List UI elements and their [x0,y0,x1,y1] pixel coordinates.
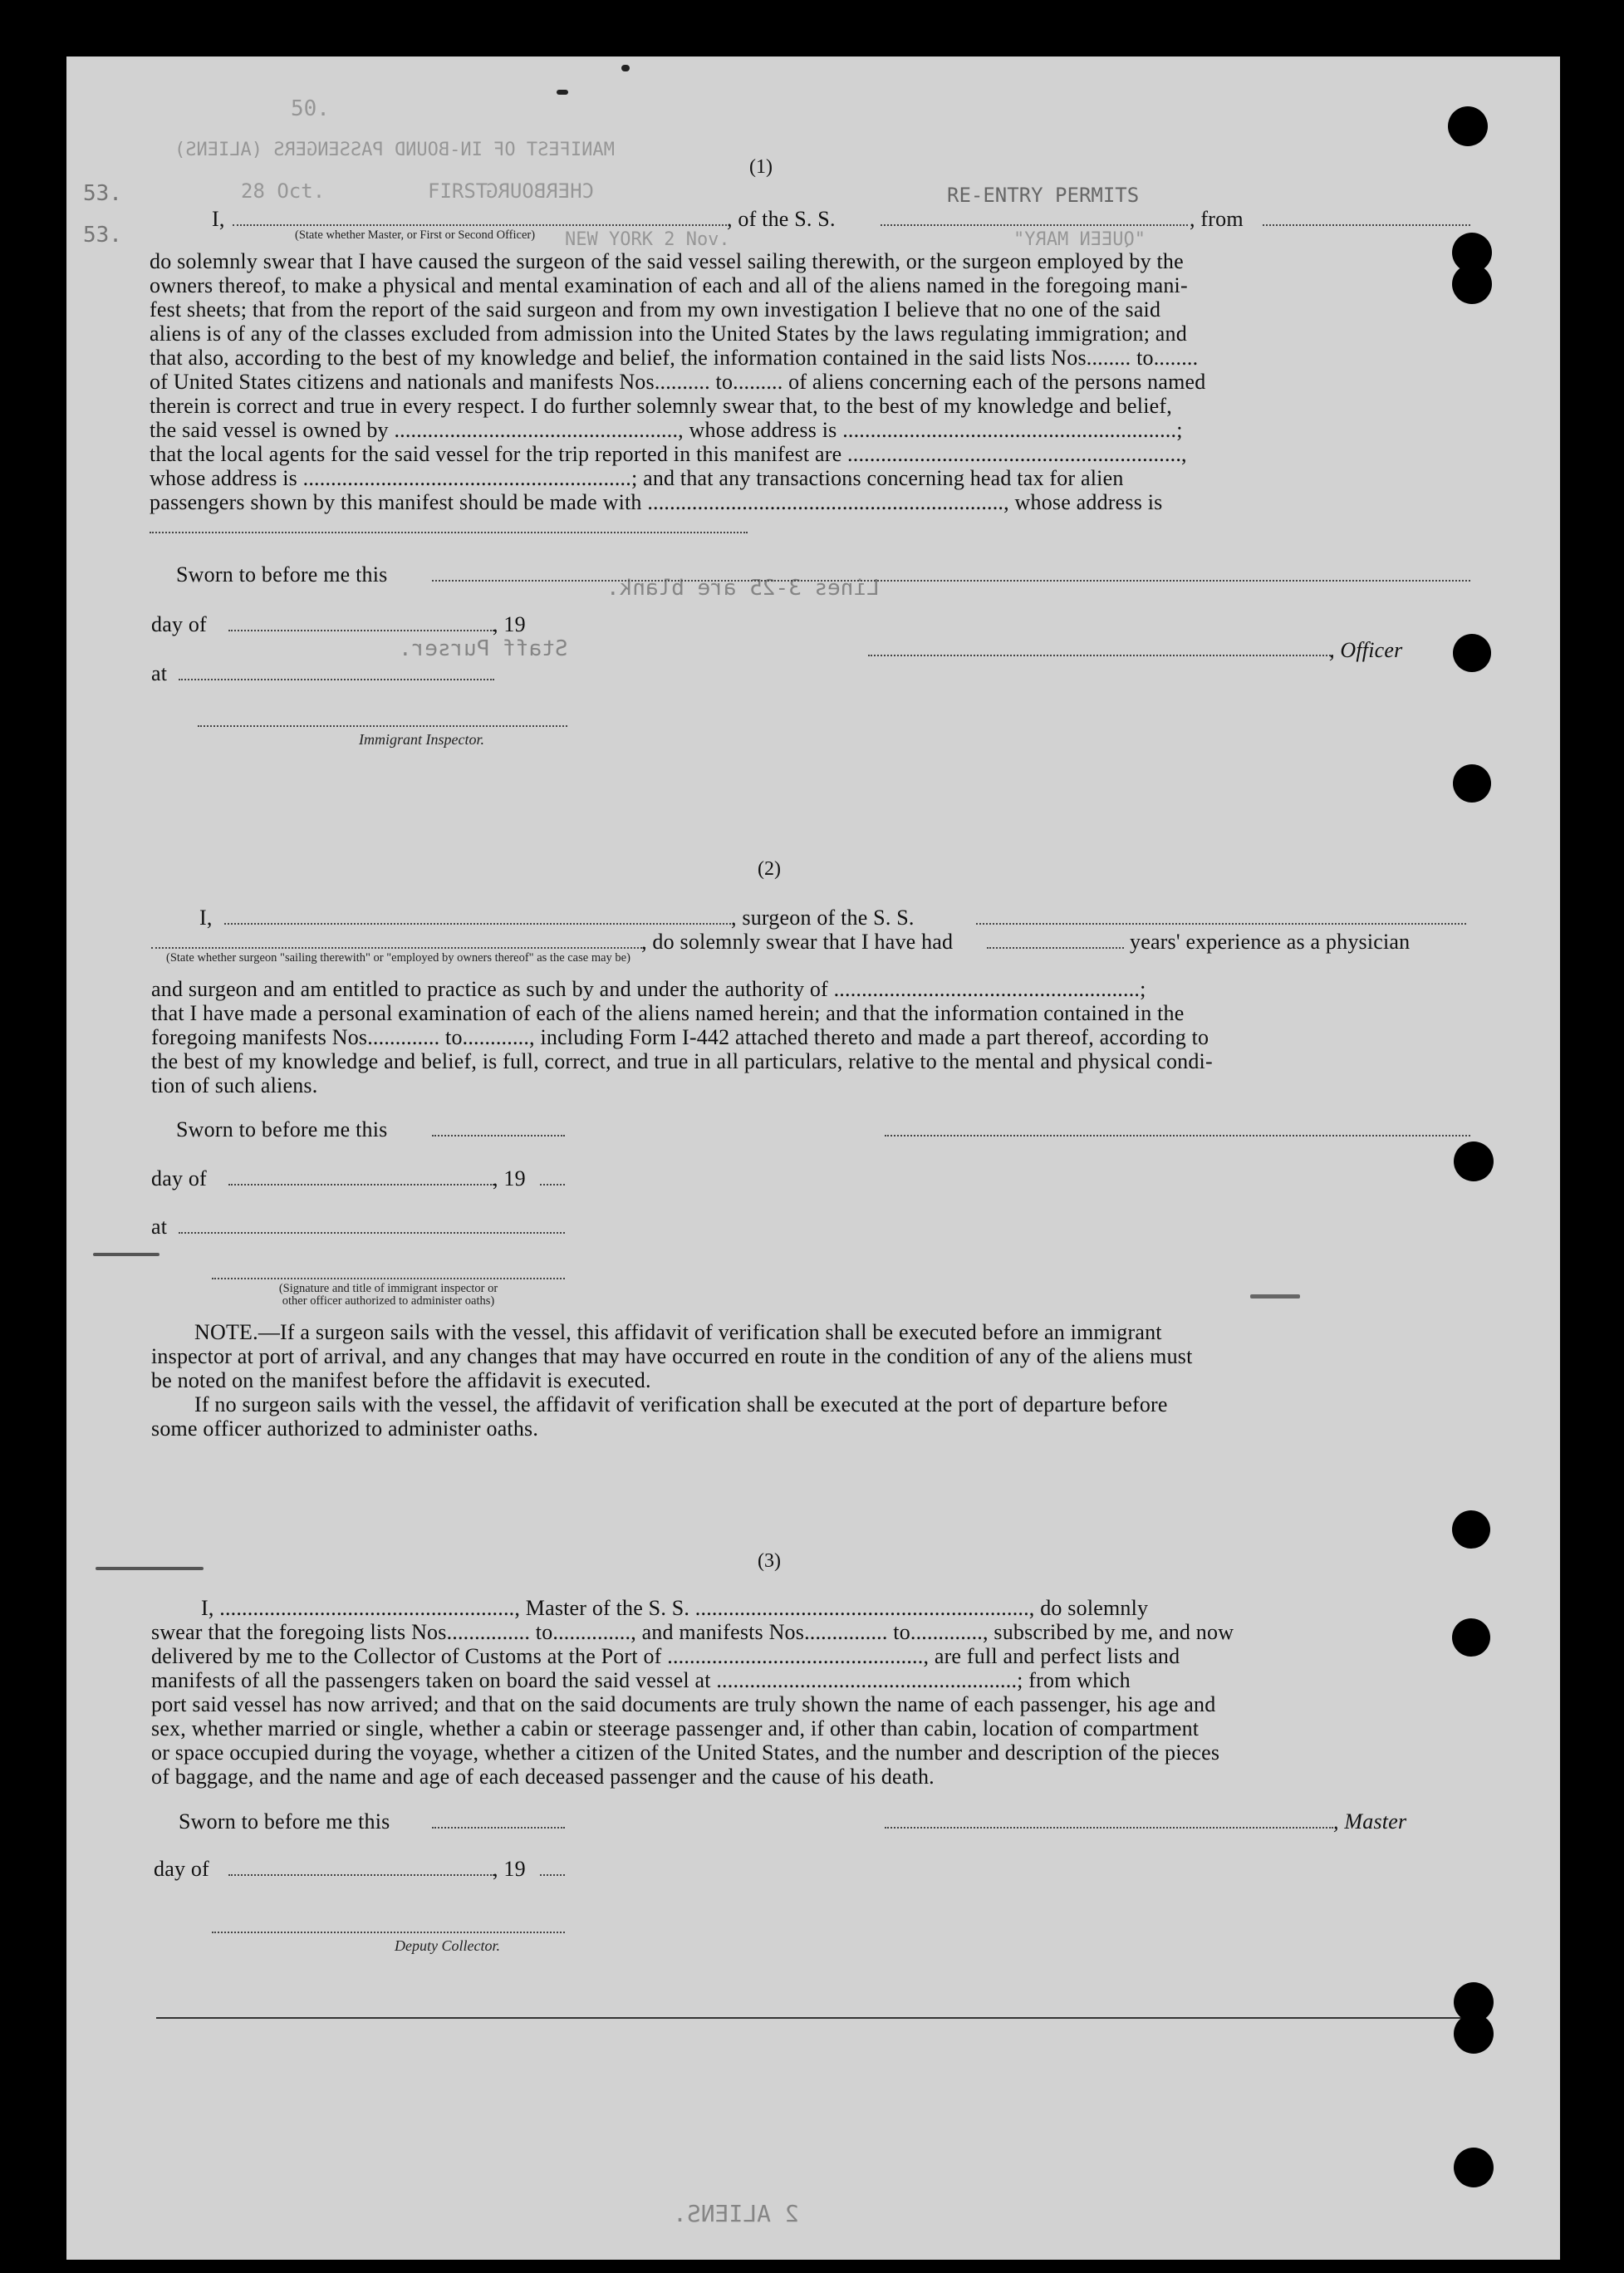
stamp-re-entry: RE-ENTRY PERMITS [947,184,1140,207]
section-3-year: , 19 [493,1857,526,1881]
section-1-line: passengers shown by this manifest should be made with ................................................................, whose address is [150,490,1163,514]
scan-speck [1250,1294,1300,1299]
section-1-caption: (State whether Master, or First or Second Officer) [295,228,536,242]
binder-hole [1452,264,1492,304]
section-1-line: do solemnly swear that I have caused the surgeon of the said vessel sailing therewith, or the surgeon employed by the [150,249,1184,273]
stamp-footer: 2 ALIENS. [673,2200,799,2227]
bottom-rule-right [550,2017,1468,2019]
section-3-line: I, ....................................................., Master of the S. S. ............................................................, do solemnly [201,1596,1149,1620]
section-2-swear: , do solemnly swear that I have had [641,930,954,954]
from-port-blank [1263,224,1470,226]
stamp-manifest-title: MANIFEST OF IN-BOUND PASSENGERS (ALIENS) [174,140,615,160]
binder-hole [1454,1141,1494,1181]
section-2-caption: (State whether surgeon "sailing therewith" or "employed by owners thereof" as the case may be) [166,951,630,965]
scan-speck [557,90,568,95]
section-2-number: (2) [758,858,781,880]
section-2-line: foregoing manifests Nos............. to............, including Form I-442 attached thereto and made a part thereof, according to [151,1025,1209,1049]
officer-signature-blank [868,655,1333,656]
stamp-ship-name: "QUEEN MARY" [1013,229,1146,250]
section-1-line: the said vessel is owned by ..................................................., whose address is ............................................................; [150,418,1183,442]
stamp-class: FIRST [428,179,488,203]
note-line: NOTE.—If a surgeon sails with the vessel, this affidavit of verification shall be executed before an immigrant [194,1320,1162,1344]
section-2-year: , 19 [493,1166,526,1191]
section-2-day-blank [228,1184,494,1186]
section-1-i: I, [212,207,225,231]
section-3-line: of baggage, and the name and age of each deceased passenger and the cause of his death. [151,1765,935,1789]
master-signature-blank [885,1827,1333,1829]
stamp-from-port: CHERBOURG [486,179,595,203]
stamp-new-york-date: NEW YORK 2 Nov. [565,229,730,250]
section-1-of-ss: , of the S. S. [727,207,836,231]
section-1-sworn: Sworn to before me this [176,562,388,587]
section-3-day-blank [228,1874,494,1876]
section-1-line: whose address is ...........................................................; and that any transactions concerning head tax for alien [150,466,1124,490]
section-3-line: or space occupied during the voyage, whether a citizen of the United States, and the number and description of the pieces [151,1740,1220,1765]
section-2-official-blank [212,1278,565,1279]
scan-speck [93,1253,159,1256]
section-2-surgeon-of-ss: , surgeon of the S. S. [731,906,915,930]
stamp-list-no-b: 53. [83,223,122,248]
section-1-from: , from [1190,207,1244,231]
section-1-inspector: Immigrant Inspector. [359,731,484,748]
section-2-signature-caption: (Signature and title of immigrant inspector or other officer authorized to administer oaths) [278,1282,498,1308]
binder-hole [1452,1618,1490,1657]
ship-name-blank [881,224,1188,226]
section-1-line: fest sheets; that from the report of the said surgeon and from my own investigation I believe that no one of the said [150,297,1161,322]
section-1-line: therein is correct and true in every respect. I do further solemnly swear that, to the best of my knowledge and belief, [150,394,1172,418]
section-2-title-blank [151,947,645,949]
binder-hole [1448,106,1488,146]
note-line: inspector at port of arrival, and any changes that may have occurred en route in the condition of any of the aliens must [151,1344,1193,1368]
section-1-day-blank [228,630,494,631]
section-3-collector: Deputy Collector. [395,1937,500,1954]
stamp-list-no-a: 53. [83,181,122,206]
section-1-at: at [151,661,168,685]
section-1-line: aliens is of any of the classes excluded from admission into the United States by the laws regulating immigration; and [150,322,1187,346]
section-3-line: swear that the foregoing lists Nos............... to.............., and manifests Nos............... to............., subscribed by me, and now [151,1620,1234,1644]
binder-hole [1454,2148,1494,2187]
section-2-day-of: day of [151,1166,207,1191]
binder-hole [1453,764,1491,803]
scan-speck [96,1567,204,1570]
section-1-sworn-blank [432,580,1470,582]
section-1-line: that the local agents for the said vessel for the trip reported in this manifest are ............................................................, [150,442,1187,466]
stamp-date-oct: 28 Oct. [241,179,326,203]
section-2-sworn-blank [432,1135,565,1136]
section-2-ship-blank [976,923,1466,925]
section-2-line: the best of my knowledge and belief, is full, correct, and true in all particulars, relative to the mental and physical condi- [151,1049,1213,1073]
surgeon-name-blank [224,923,731,925]
manifest-page [66,56,1560,2260]
section-2-year-blank [540,1184,565,1186]
section-1-number: (1) [749,156,773,178]
surgeon-signature-blank [885,1135,1470,1136]
section-1-year: , 19 [493,612,526,636]
years-blank [987,947,1124,949]
section-3-sworn: Sworn to before me this [179,1809,390,1834]
section-1-line: owners thereof, to make a physical and mental examination of each and all of the aliens named in the foregoing mani- [150,273,1188,297]
section-1-address-blank [150,532,748,533]
section-2-sworn: Sworn to before me this [176,1117,388,1141]
section-3-line: manifests of all the passengers taken on board the said vessel at ......................................................; from which [151,1668,1131,1692]
section-1-line: of United States citizens and nationals and manifests Nos.......... to......... of aliens concerning each of the persons named [150,370,1206,394]
section-3-line: port said vessel has now arrived; and that on the said documents are truly shown the name of each passenger, his age and [151,1692,1216,1716]
section-2-i: I, [199,906,213,930]
section-1-officer: , Officer [1329,638,1403,662]
collector-signature-blank [212,1932,565,1933]
section-3-number: (3) [758,1550,781,1572]
section-2-at: at [151,1215,168,1239]
stamp-lines-blank: Lines 3-25 are blank. [606,576,880,601]
note-line: some officer authorized to administer oaths. [151,1416,539,1441]
section-3-day-of: day of [154,1857,209,1881]
binder-hole [1452,1510,1490,1549]
inspector-signature-blank [198,725,567,727]
section-2-line: and surgeon and am entitled to practice as such by and under the authority of .......................................................; [151,977,1146,1001]
section-2-at-blank [179,1232,565,1234]
section-3-line: sex, whether married or single, whether a cabin or steerage passenger and, if other than cabin, location of compartment [151,1716,1200,1740]
stamp-number: 50. [291,96,330,121]
section-1-at-blank [179,679,494,680]
section-3-sworn-blank [432,1827,565,1829]
stamp-staff-purser: Staff Purser. [399,636,568,661]
section-2-line: tion of such aliens. [151,1073,318,1097]
section-1-day-of: day of [151,612,207,636]
binder-hole [1453,634,1491,672]
section-3-master: , Master [1333,1809,1407,1834]
section-3-line: delivered by me to the Collector of Customs at the Port of .............................................., are full and perfect lists and [151,1644,1180,1668]
section-2-years: years' experience as a physician [1130,930,1411,954]
bottom-rule-left [156,2017,551,2019]
note-line: be noted on the manifest before the affidavit is executed. [151,1368,651,1392]
section-3-year-blank [540,1874,565,1876]
section-1-line: that also, according to the best of my knowledge and belief, the information contained in the said lists Nos........ to........ [150,346,1199,370]
binder-hole [1454,2014,1494,2054]
note-line: If no surgeon sails with the vessel, the affidavit of verification shall be executed at the port of departure before [194,1392,1168,1416]
section-2-line: that I have made a personal examination of each of the aliens named herein; and that the information contained in the [151,1001,1185,1025]
scan-speck [621,65,630,71]
master-name-blank [233,224,727,226]
